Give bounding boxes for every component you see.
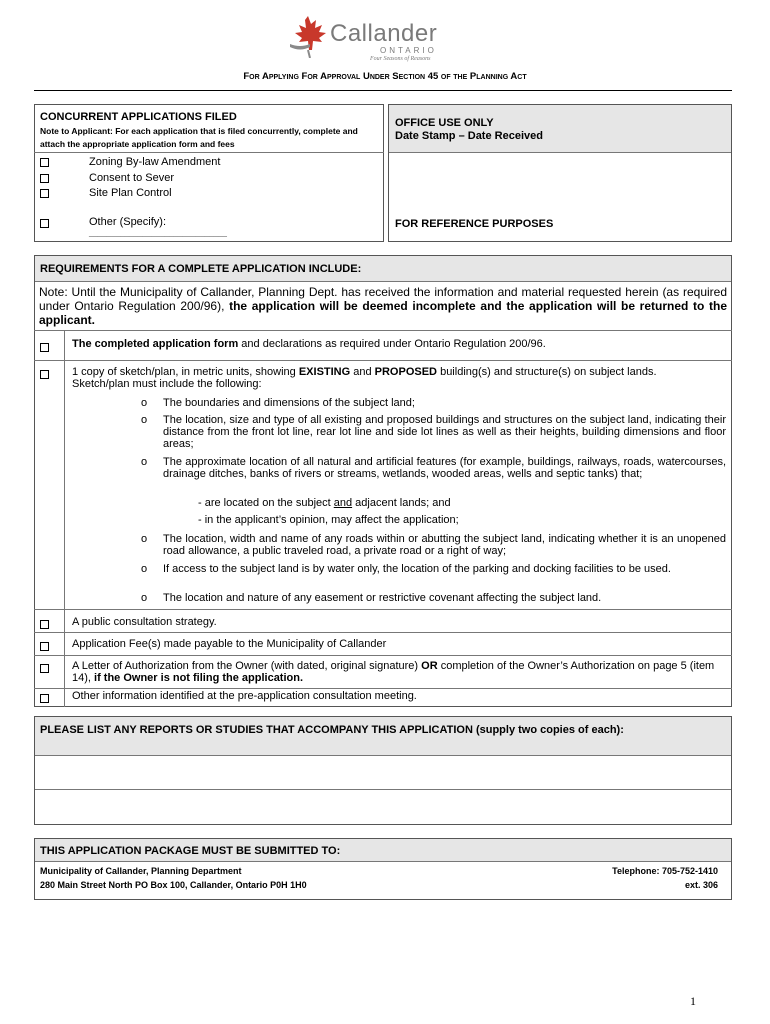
requirements-note (39, 285, 727, 327)
bullet-mark: o (141, 563, 148, 575)
submit-ext: ext. 306 (684, 880, 718, 890)
bullet-buildings: The location, size and type of all existing and proposed buildings and structures on the subject land, indicating their distance from the front lot line, rear lot line and side lot lines as well as their heights, building dimensions and floor areas; (163, 414, 726, 450)
completed-form-rest: and declarations as required under Ontario Regulation 200/96. (238, 338, 546, 350)
logo-name: Callander (330, 20, 438, 47)
office-use-title: OFFICE USE ONLY (395, 117, 494, 129)
submit-title: THIS APPLICATION PACKAGE MUST BE SUBMITTED TO: (40, 845, 341, 857)
item2-divider (34, 609, 732, 610)
other-specify-line[interactable]: _______________________________ (89, 228, 227, 237)
sketch-plan-text (72, 366, 717, 390)
sketch-proposed: PROPOSED (374, 366, 438, 378)
maple-leaf-icon (288, 14, 332, 58)
sub-adjacent (198, 497, 451, 509)
page-number: 1 (690, 994, 696, 1008)
bullet-mark: o (141, 592, 148, 604)
sub1-a: - are located on the subject (198, 497, 334, 509)
bullet-water-access: If access to the subject land is by water only, the location of the parking and docking facilities to be used. (163, 563, 671, 575)
other-info-text: Other information identified at the pre-application consultation meeting. (72, 690, 417, 702)
consent-checkbox[interactable] (40, 174, 49, 183)
auth-d: if the Owner is not filing the application. (94, 672, 304, 684)
sketch-a: 1 copy of sketch/plan, in metric units, showing (72, 366, 299, 378)
item3-divider (34, 632, 732, 633)
form-title: For Applying For Approval Under Section 45 of the Planning Act (243, 71, 527, 82)
sub1-and: and (333, 497, 353, 509)
other-checkbox[interactable] (40, 219, 49, 228)
note-plain: Note: Until the Municipality of Callander, Planning Dept. has received the information and material requested herein (as required under Ontario Regulation 200/96), (39, 285, 727, 313)
other-info-checkbox[interactable] (40, 694, 49, 703)
concurrent-note: Note to Applicant: For each application that is filed concurrently, complete and attach the appropriate application form and fees (40, 126, 358, 149)
authorization-text (72, 660, 724, 684)
sketch-existing: EXISTING (298, 366, 351, 378)
site-plan-checkbox[interactable] (40, 189, 49, 198)
logo-tagline: Four Seasons of Reasons (370, 56, 431, 62)
logo-sub: ONTARIO (380, 46, 437, 55)
other-label: Other (Specify): (89, 216, 167, 228)
site-plan-label: Site Plan Control (89, 187, 172, 199)
reports-input-2[interactable] (35, 790, 731, 824)
auth-a: A Letter of Authorization from the Owner (with dated, original signature) (72, 660, 422, 672)
item4-divider (34, 655, 732, 656)
office-use-header (389, 105, 731, 153)
completed-form-checkbox[interactable] (40, 343, 49, 352)
consultation-checkbox[interactable] (40, 620, 49, 629)
reference-label: FOR REFERENCE PURPOSES (395, 218, 554, 230)
item5-divider (34, 688, 732, 689)
bullet-mark: o (141, 533, 148, 545)
note-divider (34, 330, 732, 331)
consultation-text: A public consultation strategy. (72, 616, 217, 628)
office-use-subtitle: Date Stamp – Date Received (395, 130, 543, 142)
reports-input-1[interactable] (35, 756, 731, 790)
note-bold: the application will be deemed incomplete and the application will be returned to the applicant. (39, 299, 727, 327)
submit-org: Municipality of Callander, Planning Department (40, 866, 242, 876)
sketch-plan-checkbox[interactable] (40, 370, 49, 379)
bullet-mark: o (141, 397, 148, 409)
auth-or: OR (421, 660, 438, 672)
reports-title: PLEASE LIST ANY REPORTS OR STUDIES THAT ACCOMPANY THIS APPLICATION (supply two copies of each): (40, 724, 624, 736)
sub-opinion: - in the applicant’s opinion, may affect the application; (198, 514, 459, 526)
authorization-checkbox[interactable] (40, 664, 49, 673)
municipality-logo (288, 14, 438, 66)
fee-text: Application Fee(s) made payable to the Municipality of Callander (72, 638, 387, 650)
submit-address: 280 Main Street North PO Box 100, Callander, Ontario P0H 1H0 (40, 880, 307, 890)
bullet-features: The approximate location of all natural and artificial features (for example, buildings, railways, roads, watercourses, drainage ditches, banks of rivers or streams, wetlands, wooded areas, wells and septic tanks) that; (163, 456, 726, 480)
sketch-e: building(s) and structure(s) on subject lands. Sketch/plan must include the following: (72, 366, 657, 390)
reports-header (35, 717, 731, 756)
fee-checkbox[interactable] (40, 642, 49, 651)
bullet-boundaries: The boundaries and dimensions of the subject land; (163, 397, 415, 409)
bullet-roads: The location, width and name of any roads within or abutting the subject land, indicating whether it is an unopened road allowance, a public traveled road, a private road or a right of way; (163, 533, 726, 557)
bullet-mark: o (141, 414, 148, 426)
item1-divider (34, 360, 732, 361)
sketch-c: and (350, 366, 375, 378)
zoning-label: Zoning By-law Amendment (89, 156, 221, 168)
checkbox-column-divider (64, 330, 65, 707)
concurrent-divider (34, 152, 384, 153)
bullet-easement: The location and nature of any easement or restrictive covenant affecting the subject land. (163, 592, 602, 604)
zoning-checkbox[interactable] (40, 158, 49, 167)
header-divider (34, 90, 732, 91)
completed-form-bold: The completed application form (72, 338, 239, 350)
consent-label: Consent to Sever (89, 172, 174, 184)
submit-phone: Telephone: 705-752-1410 (612, 866, 718, 876)
completed-form-text (72, 338, 722, 350)
concurrent-title: CONCURRENT APPLICATIONS FILED (40, 111, 237, 123)
auth-c: completion of the Owner’s Authorization on page 5 (item 14), (72, 660, 715, 684)
bullet-mark: o (141, 456, 148, 468)
sub1-c: adjacent lands; and (352, 497, 451, 509)
requirements-title: REQUIREMENTS FOR A COMPLETE APPLICATION INCLUDE: (40, 263, 362, 275)
